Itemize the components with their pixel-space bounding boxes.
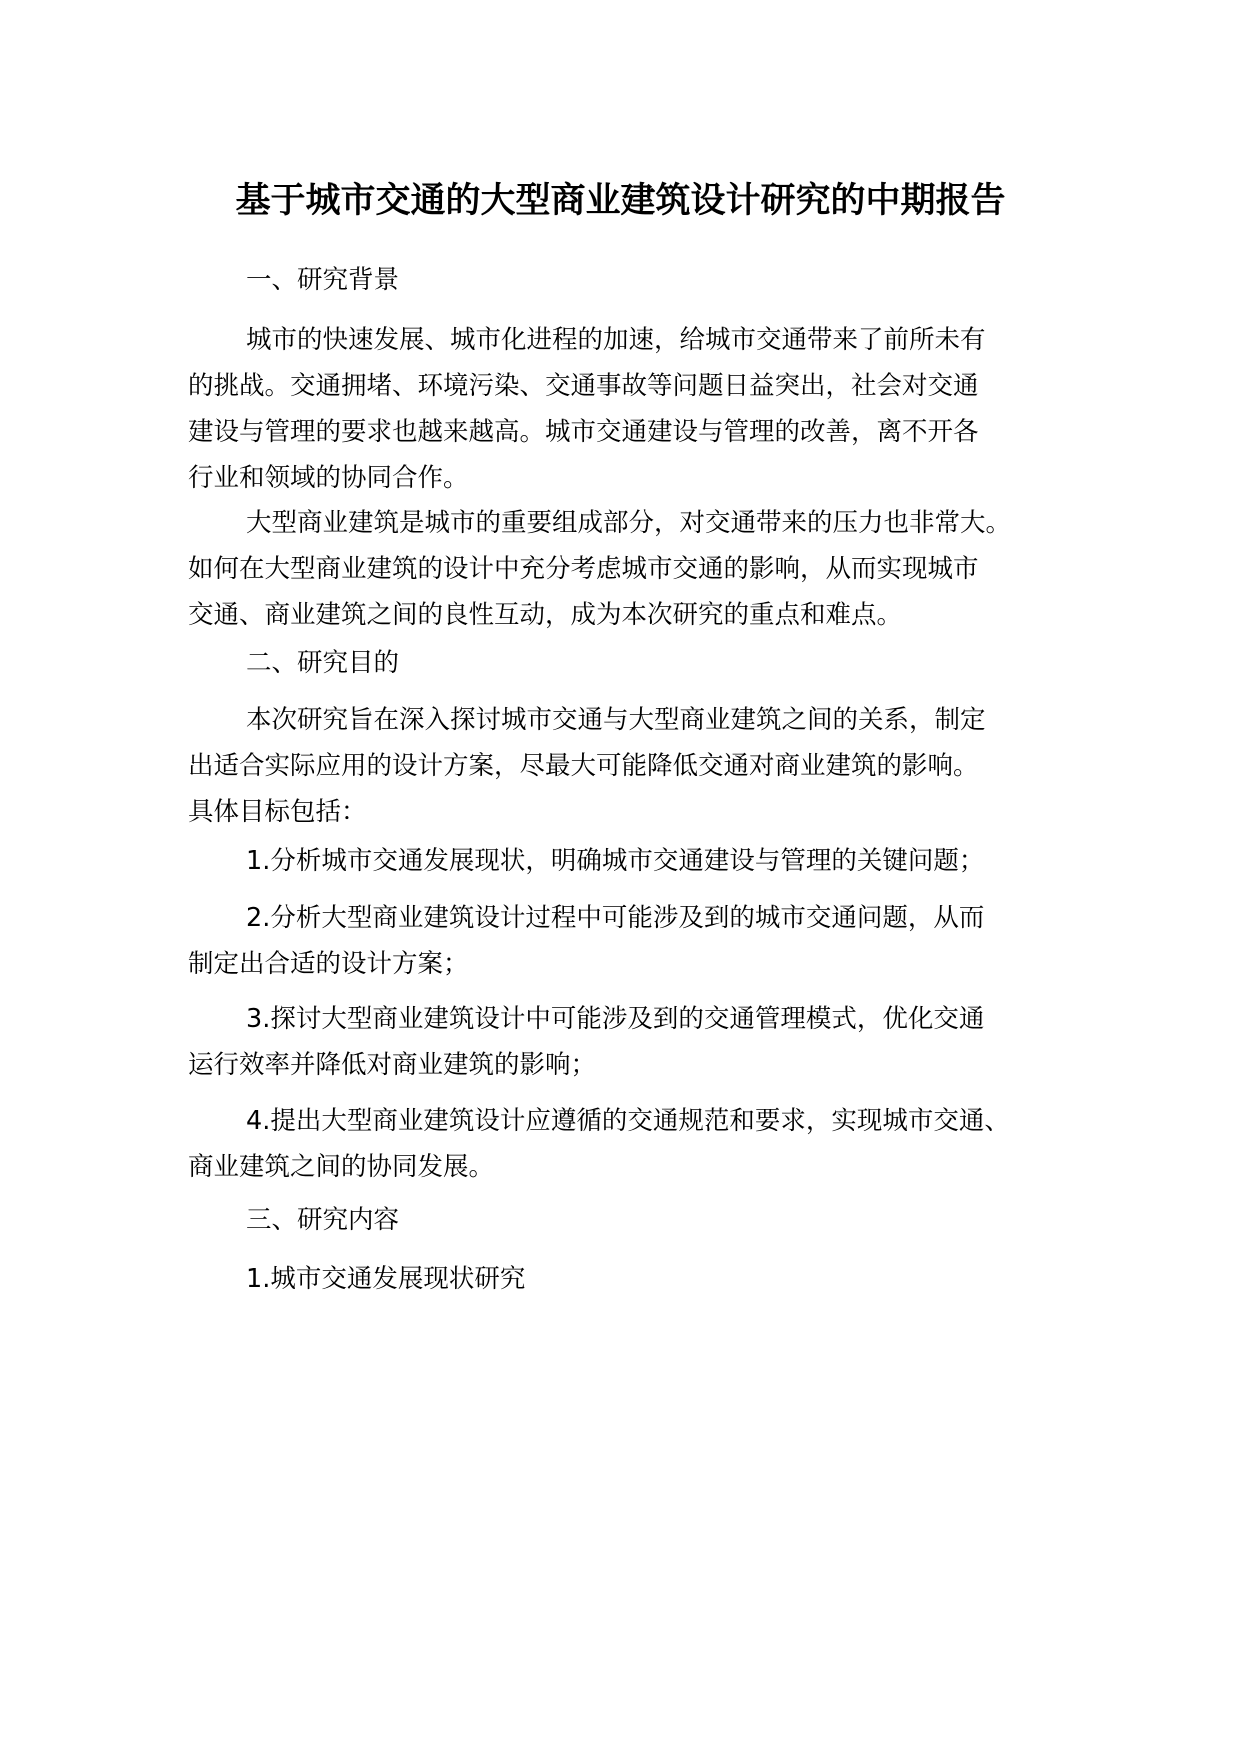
section-heading-background xyxy=(188,257,1088,303)
goal-item-2 xyxy=(188,895,1088,987)
paragraph-line: 商业建筑之间的协同发展。 xyxy=(188,1152,495,1182)
paragraph-line: 1.分析城市交通发展现状，明确城市交通建设与管理的关键问题； xyxy=(246,846,985,876)
paragraph-background-1 xyxy=(188,317,1088,501)
heading-text: 一、研究背景 xyxy=(246,265,400,295)
goal-item-3 xyxy=(188,996,1088,1088)
paragraph-line: 制定出合适的设计方案； xyxy=(188,949,469,979)
paragraph-line: 如何在大型商业建筑的设计中充分考虑城市交通的影响，从而实现城市 xyxy=(188,554,979,584)
paragraph-line: 大型商业建筑是城市的重要组成部分，对交通带来的压力也非常大。 xyxy=(246,508,1012,538)
subsection-heading xyxy=(188,1256,1088,1302)
paragraph-line: 出适合实际应用的设计方案，尽最大可能降低交通对商业建筑的影响。 xyxy=(188,751,979,781)
section-heading-purpose xyxy=(188,640,1088,686)
paragraph-line: 的挑战。交通拥堵、环境污染、交通事故等问题日益突出，社会对交通 xyxy=(188,371,979,401)
paragraph-line: 交通、商业建筑之间的良性互动，成为本次研究的重点和难点。 xyxy=(188,600,903,630)
paragraph-line: 行业和领域的协同合作。 xyxy=(188,463,469,493)
heading-text: 二、研究目的 xyxy=(246,648,400,678)
goal-item-4 xyxy=(188,1098,1088,1190)
paragraph-background-2 xyxy=(188,500,1088,638)
paragraph-line: 4.提出大型商业建筑设计应遵循的交通规范和要求，实现城市交通、 xyxy=(246,1106,1010,1136)
document-title: 基于城市交通的大型商业建筑设计研究的中期报告 xyxy=(235,181,1006,221)
heading-text: 三、研究内容 xyxy=(246,1205,400,1235)
paragraph-line: 城市的快速发展、城市化进程的加速，给城市交通带来了前所未有 xyxy=(246,325,986,355)
paragraph-line: 运行效率并降低对商业建筑的影响； xyxy=(188,1050,597,1080)
paragraph-line: 建设与管理的要求也越来越高。城市交通建设与管理的改善，离不开各 xyxy=(188,417,979,447)
paragraph-purpose xyxy=(188,697,1088,835)
goal-item-1 xyxy=(188,838,1088,884)
section-heading-content xyxy=(188,1197,1088,1243)
paragraph-line: 2.分析大型商业建筑设计过程中可能涉及到的城市交通问题，从而 xyxy=(246,903,985,933)
paragraph-line: 具体目标包括： xyxy=(188,797,367,827)
paragraph-line: 3.探讨大型商业建筑设计中可能涉及到的交通管理模式，优化交通 xyxy=(246,1004,985,1034)
paragraph-line: 本次研究旨在深入探讨城市交通与大型商业建筑之间的关系，制定 xyxy=(246,705,986,735)
heading-text: 1.城市交通发展现状研究 xyxy=(246,1264,526,1294)
